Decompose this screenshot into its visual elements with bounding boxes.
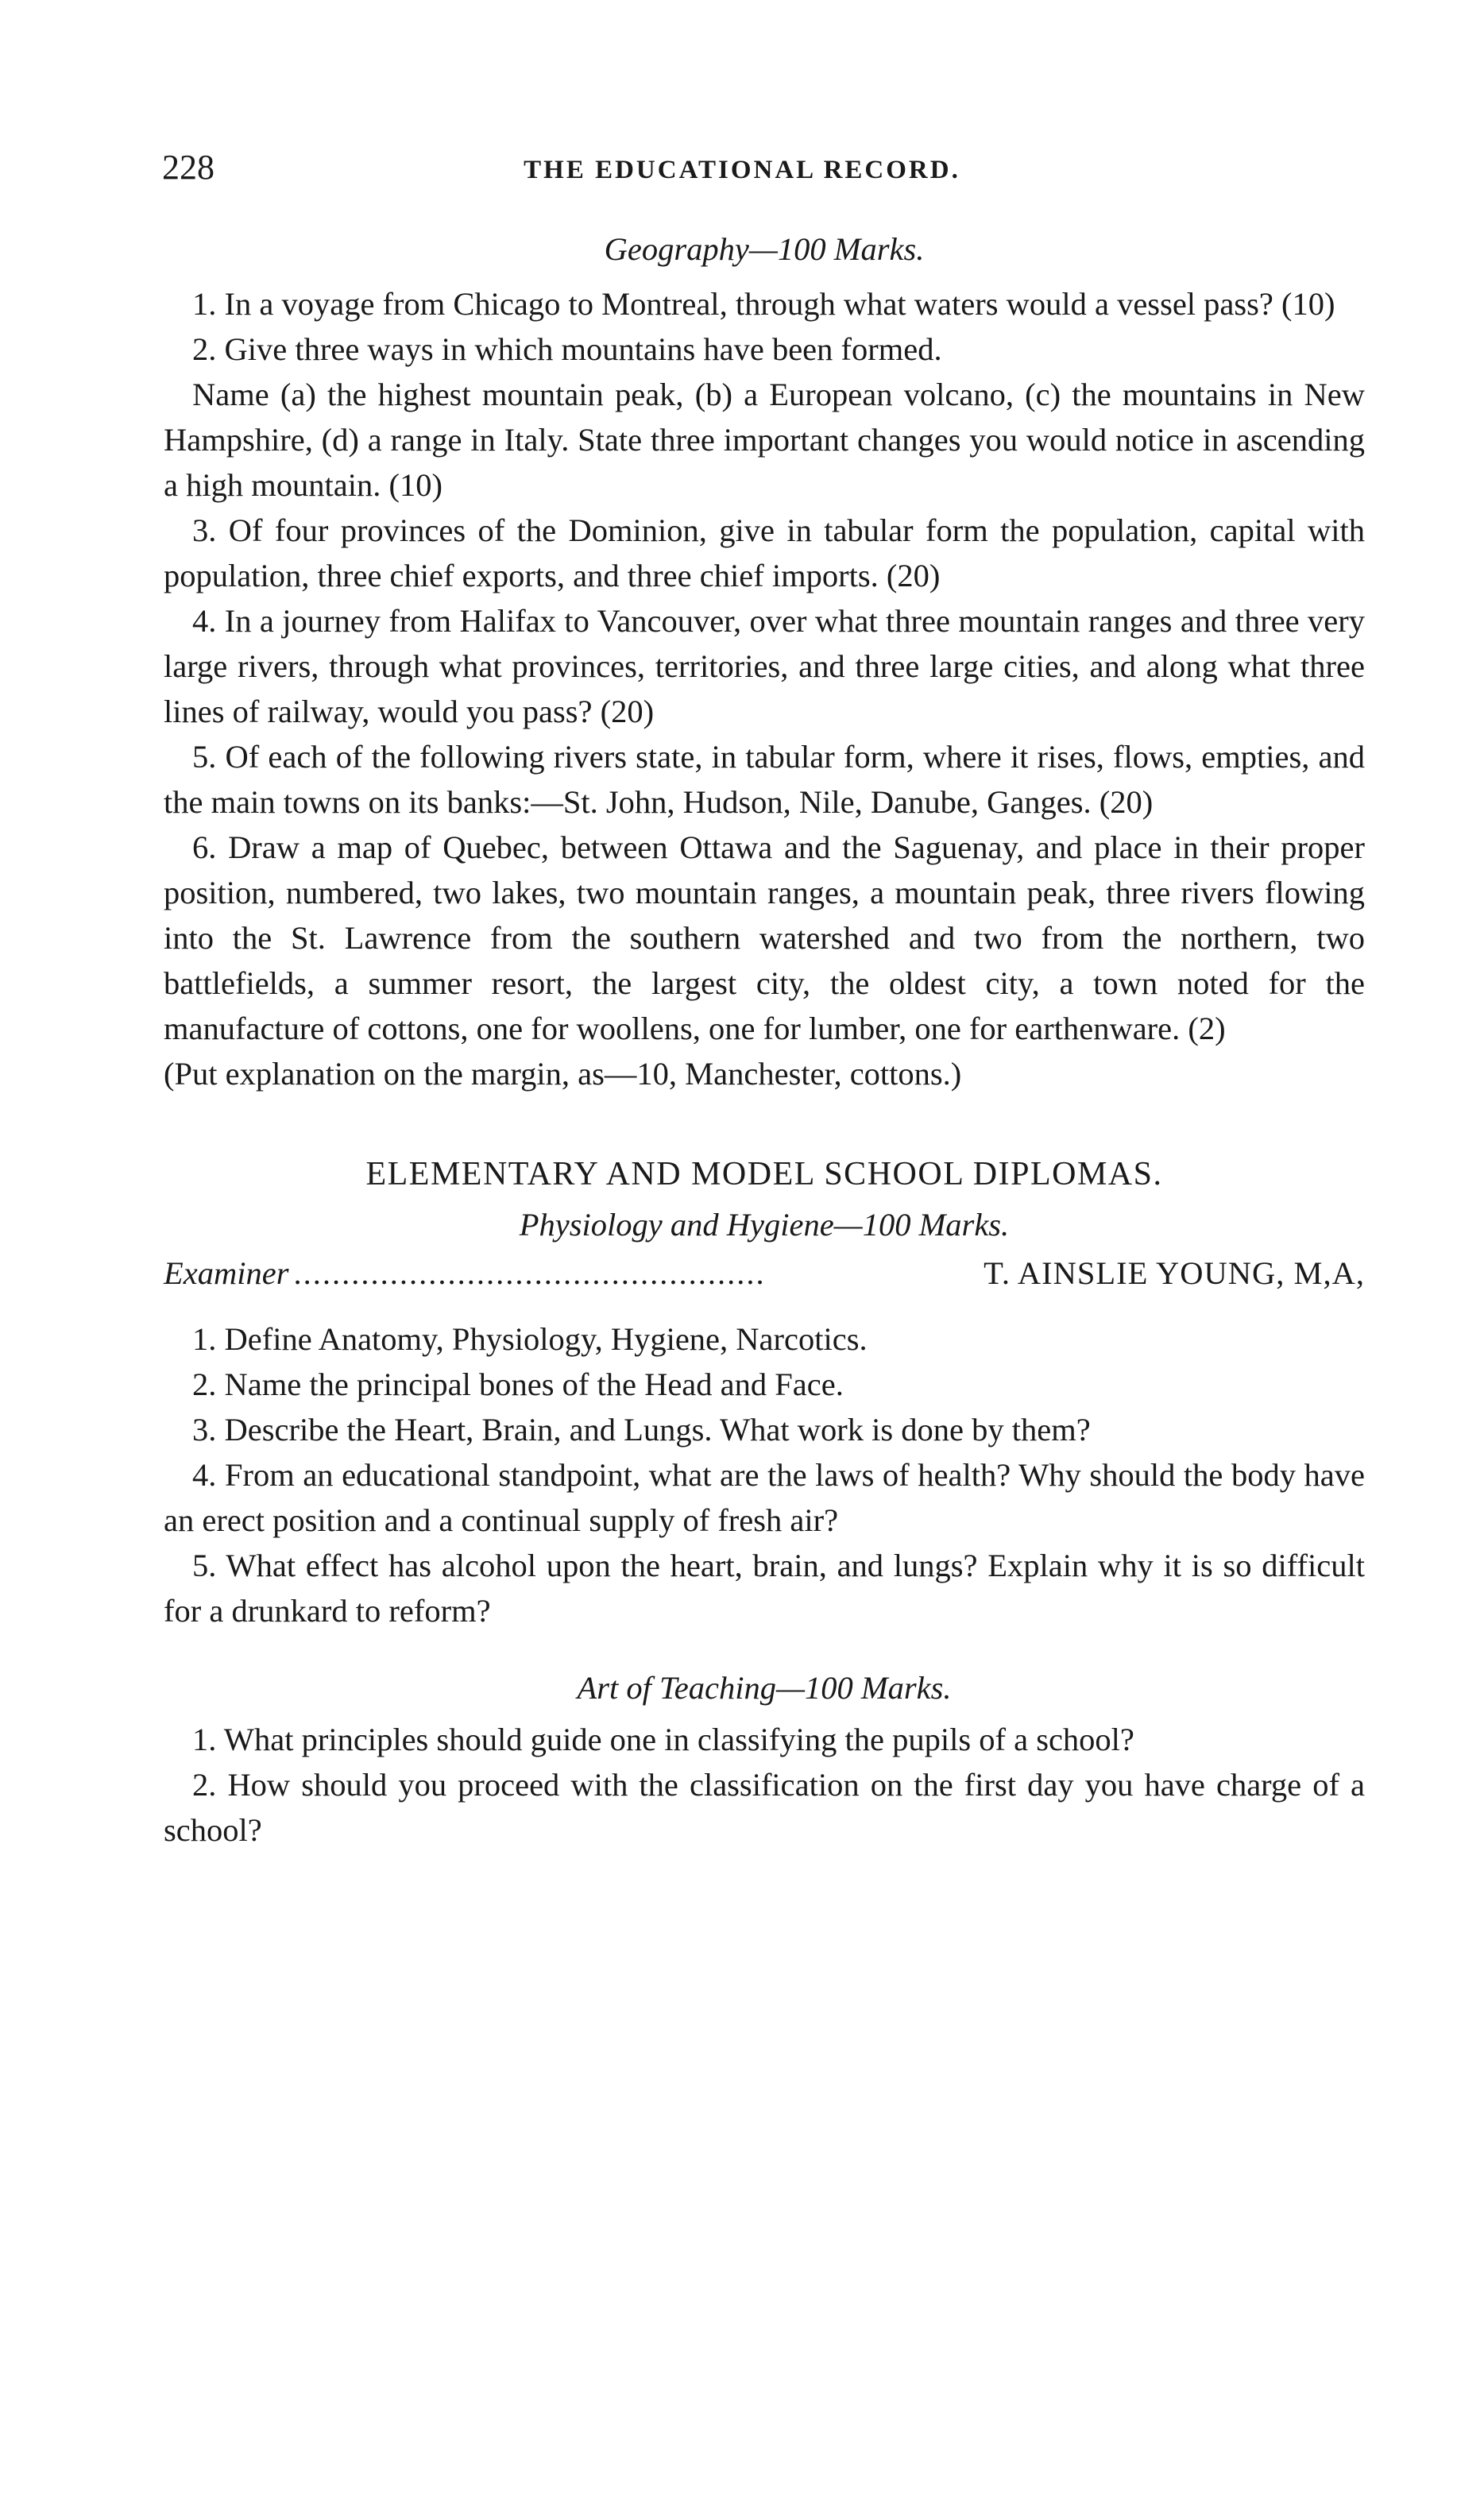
geography-question-6-note: (Put explanation on the margin, as—10, Manchester, cottons.) — [164, 1056, 962, 1092]
physiology-section — [164, 1202, 1365, 1633]
geography-question-2-continued: Name (a) the highest mountain peak, (b) a European volcano, (c) the mountains in New Hampshire, (d) a range in Italy. State three important changes you would notice in ascending a high mountain. (10) — [164, 377, 1365, 503]
geography-heading: Geography—100 Marks. — [604, 231, 925, 267]
teaching-heading: Art of Teaching—100 Marks. — [577, 1670, 952, 1706]
page-header — [159, 145, 1325, 192]
examiner-leader-dots: ................................................. — [293, 1255, 766, 1291]
geography-question-2: 2. Give three ways in which mountains have been formed. — [192, 331, 942, 367]
geography-question-5: 5. Of each of the following rivers state, in tabular form, where it rises, flows, empties, and the main towns on its banks:—St. John, Hudson, Nile, Danube, Ganges. (20) — [164, 739, 1365, 820]
examiner-line — [164, 1250, 1365, 1296]
physiology-question-3: 3. Describe the Heart, Brain, and Lungs. What work is done by them? — [192, 1412, 1091, 1447]
physiology-question-5: 5. What effect has alcohol upon the heart, brain, and lungs? Explain why it is so difficult for a drunkard to reform? — [164, 1548, 1365, 1629]
teaching-question-2: 2. How should you proceed with the classification on the first day you have charge of a school? — [164, 1767, 1365, 1848]
examiner-name: T. AINSLIE YOUNG, M,A, — [984, 1255, 1365, 1291]
physiology-question-4: 4. From an educational standpoint, what are the laws of health? Why should the body have an erect position and a continual supply of fresh air? — [164, 1457, 1365, 1538]
physiology-heading: Physiology and Hygiene—100 Marks. — [519, 1207, 1010, 1243]
geography-question-1: 1. In a voyage from Chicago to Montreal, through what waters would a vessel pass? (10) — [192, 286, 1335, 322]
examiner-label: Examiner — [164, 1255, 289, 1291]
teaching-section — [164, 1665, 1365, 1853]
running-title: THE EDUCATIONAL RECORD. — [524, 156, 960, 184]
diplomas-heading: ELEMENTARY AND MODEL SCHOOL DIPLOMAS. — [365, 1156, 1163, 1192]
physiology-question-2: 2. Name the principal bones of the Head and Face. — [192, 1366, 844, 1402]
page-number: 228 — [162, 148, 214, 187]
geography-question-3: 3. Of four provinces of the Dominion, give in tabular form the population, capital with population, three chief exports, and three chief imports. (20) — [164, 512, 1365, 593]
geography-section — [164, 226, 1365, 1096]
teaching-question-1: 1. What principles should guide one in classifying the pupils of a school? — [192, 1722, 1134, 1757]
physiology-question-1: 1. Define Anatomy, Physiology, Hygiene, Narcotics. — [192, 1321, 868, 1357]
page-content — [164, 226, 1365, 1853]
geography-question-6: 6. Draw a map of Quebec, between Ottawa and the Saguenay, and place in their proper position, numbered, two lakes, two mountain ranges, a mountain peak, three rivers flowing into the St. Lawrence from the southern watershed and two from the northern, two battlefields, a summer resort, the largest city, the oldest city, a town noted for the manufacture of cottons, one for woollens, one for lumber, one for earthenware. (2) — [164, 829, 1365, 1046]
geography-question-4: 4. In a journey from Halifax to Vancouver, over what three mountain ranges and three very large rivers, through what provinces, territories, and three large cities, and along what three lines of railway, would you pass? (20) — [164, 603, 1365, 729]
